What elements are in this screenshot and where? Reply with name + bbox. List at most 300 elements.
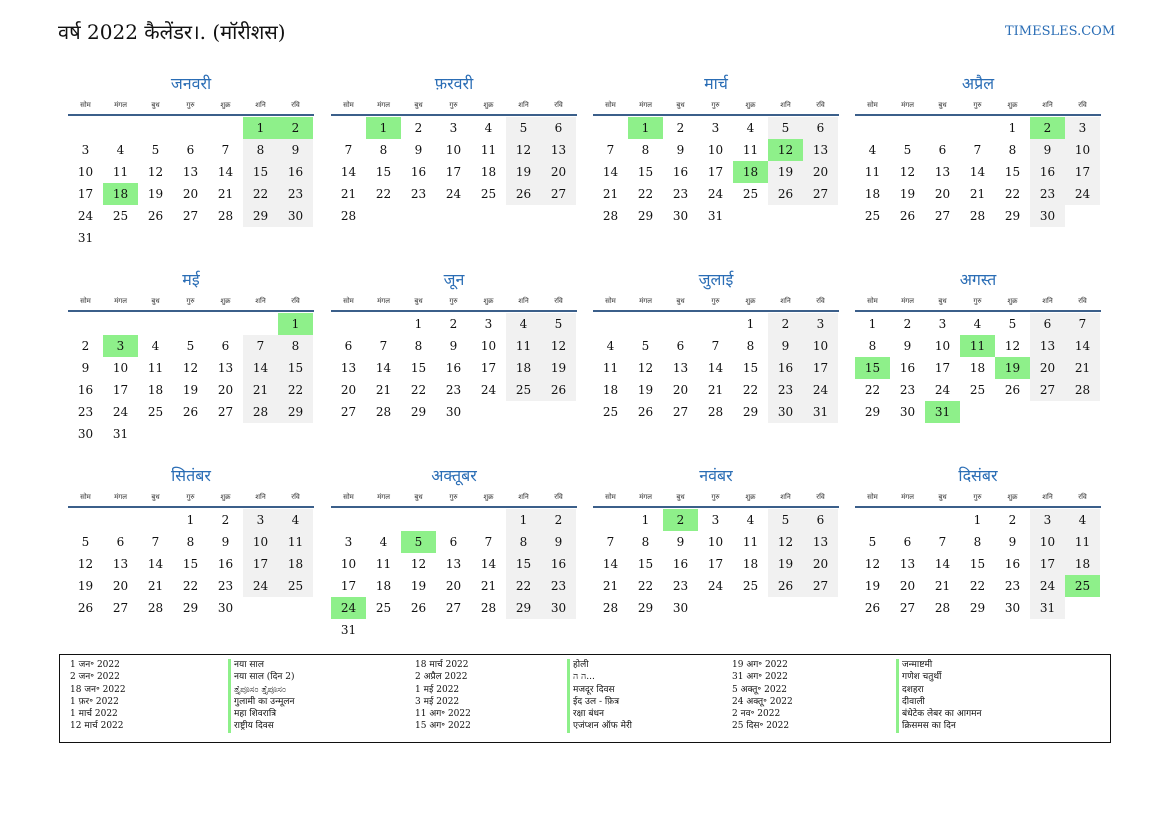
day-cell: 24 (1030, 575, 1065, 597)
day-cell: 16 (278, 161, 313, 183)
day-cell: 30 (672, 209, 689, 223)
day-cell: 18 (1065, 553, 1100, 575)
day-cell: 11 (742, 535, 759, 549)
weekday-label: मंगल (377, 297, 390, 305)
day-cell: 3 (1065, 117, 1100, 139)
holiday-day-cell: 18 (733, 161, 768, 183)
day-cell: 14 (1065, 335, 1100, 357)
day-cell: 27 (340, 405, 357, 419)
day-cell: 20 (541, 161, 576, 183)
day-cell: 31 (340, 623, 357, 637)
day-cell: 8 (243, 139, 278, 161)
legend-date: 1 फ़र॰ 2022 (70, 696, 119, 707)
month-block (855, 72, 1101, 227)
day-cell: 17 (243, 553, 278, 575)
weekday-label: रवि (816, 101, 825, 109)
day-cell: 28 (340, 209, 357, 223)
day-cell: 6 (186, 143, 195, 157)
month-block (855, 268, 1101, 423)
day-cell: 28 (969, 209, 986, 223)
day-cell: 9 (1008, 535, 1017, 549)
weekday-label: बुध (414, 493, 423, 501)
day-cell: 12 (541, 335, 576, 357)
header-rule (68, 506, 314, 508)
day-cell: 10 (707, 535, 724, 549)
weekday-label: शनि (255, 493, 266, 501)
legend-date: 2 नव॰ 2022 (732, 709, 781, 720)
holiday-legend (59, 654, 1111, 743)
legend-date: 2 जन॰ 2022 (70, 672, 120, 683)
empty-cell (138, 117, 173, 139)
day-cell: 16 (541, 553, 576, 575)
weekday-header (68, 98, 314, 114)
weekday-label: रवि (1078, 297, 1087, 305)
weekday-label: शनि (1042, 101, 1053, 109)
empty-cell (890, 509, 925, 531)
day-cell: 8 (278, 335, 313, 357)
weekday-label: शुक्र (1007, 101, 1018, 109)
day-cell: 30 (768, 401, 803, 423)
day-cell: 4 (379, 535, 388, 549)
day-cell: 19 (768, 161, 803, 183)
day-cell: 28 (707, 405, 724, 419)
day-cell: 28 (217, 209, 234, 223)
legend-date: 1 मई 2022 (415, 684, 460, 695)
day-cell: 21 (147, 579, 164, 593)
legend-holiday-name: गणेश चतुर्थी (896, 671, 982, 683)
weekday-label: मंगल (114, 493, 127, 501)
weekday-label: रवि (554, 101, 563, 109)
day-cell: 19 (410, 579, 427, 593)
day-cell: 5 (186, 339, 195, 353)
day-cell: 26 (147, 209, 164, 223)
day-cell: 17 (445, 165, 462, 179)
weekday-label: शुक्र (745, 493, 756, 501)
day-cell: 15 (375, 165, 392, 179)
day-cell: 16 (672, 165, 689, 179)
month-name: नवंबर (699, 466, 733, 485)
day-cell: 2 (903, 317, 912, 331)
weekday-label: मंगल (639, 297, 652, 305)
day-cell: 7 (379, 339, 388, 353)
empty-cell (331, 313, 366, 335)
day-cell: 8 (868, 339, 877, 353)
month-block (593, 268, 839, 423)
day-cell: 3 (344, 535, 353, 549)
day-cell: 15 (1004, 165, 1021, 179)
day-cell: 12 (147, 165, 164, 179)
weekday-label: रवि (816, 493, 825, 501)
day-cell: 29 (1004, 209, 1021, 223)
day-cell: 30 (445, 405, 462, 419)
day-cell: 5 (641, 339, 650, 353)
day-cell: 19 (899, 187, 916, 201)
day-cell: 10 (934, 339, 951, 353)
weekday-label: बुध (676, 101, 685, 109)
day-cell: 29 (410, 405, 427, 419)
day-cell: 3 (803, 313, 838, 335)
day-cell: 4 (868, 143, 877, 157)
day-cell: 22 (1004, 187, 1021, 201)
day-cell: 14 (243, 357, 278, 379)
day-cell: 11 (375, 557, 392, 571)
day-cell: 4 (484, 121, 493, 135)
weekday-header (331, 294, 577, 310)
legend-names-column (228, 659, 295, 733)
day-cell: 23 (77, 405, 94, 419)
weekday-label: रवि (554, 493, 563, 501)
day-cell: 25 (480, 187, 497, 201)
day-cell: 10 (112, 361, 129, 375)
day-cell: 12 (864, 557, 881, 571)
day-cell: 8 (414, 339, 423, 353)
empty-cell (436, 509, 471, 531)
day-cell: 22 (864, 383, 881, 397)
day-cell: 8 (641, 143, 650, 157)
day-cell: 15 (410, 361, 427, 375)
header-rule (855, 310, 1101, 312)
day-cell: 8 (379, 143, 388, 157)
day-cell: 18 (375, 579, 392, 593)
day-cell: 6 (541, 117, 576, 139)
day-cell: 22 (637, 187, 654, 201)
day-cell: 13 (182, 165, 199, 179)
header-rule (855, 114, 1101, 116)
day-cell: 11 (112, 165, 129, 179)
day-cell: 9 (1030, 139, 1065, 161)
day-cell: 20 (1030, 357, 1065, 379)
weekday-label: शनि (780, 297, 791, 305)
weekday-label: गुरु (449, 101, 458, 109)
day-cell: 26 (768, 575, 803, 597)
day-cell: 27 (934, 209, 951, 223)
weekday-label: बुध (151, 297, 160, 305)
day-cell: 6 (903, 535, 912, 549)
day-cell: 23 (672, 187, 689, 201)
day-cell: 27 (1030, 379, 1065, 401)
day-cell: 6 (344, 339, 353, 353)
legend-holiday-name: दशहरा (896, 684, 982, 696)
legend-holiday-name: महा शिवरात्रि (228, 708, 295, 720)
day-cell: 2 (81, 339, 90, 353)
day-cell: 7 (711, 339, 720, 353)
month-block (331, 72, 577, 227)
day-cell: 29 (742, 405, 759, 419)
day-cell: 16 (768, 357, 803, 379)
day-cell: 31 (803, 401, 838, 423)
legend-dates-column (70, 659, 126, 733)
day-cell: 25 (602, 405, 619, 419)
weekday-label: गुरु (186, 493, 195, 501)
day-cell: 23 (445, 383, 462, 397)
day-cell: 14 (147, 557, 164, 571)
legend-date: 3 मई 2022 (415, 696, 460, 707)
day-cell: 9 (278, 139, 313, 161)
weekday-label: रवि (291, 493, 300, 501)
day-cell: 6 (449, 535, 458, 549)
day-cell: 23 (217, 579, 234, 593)
day-cell: 2 (676, 121, 685, 135)
empty-cell (138, 509, 173, 531)
day-cell: 28 (602, 209, 619, 223)
day-cell: 5 (1008, 317, 1017, 331)
day-cell: 5 (506, 117, 541, 139)
weekday-label: शुक्र (745, 297, 756, 305)
day-cell: 20 (445, 579, 462, 593)
day-cell: 26 (637, 405, 654, 419)
month-block (68, 268, 314, 445)
day-cell: 27 (541, 183, 576, 205)
holiday-day-cell: 24 (331, 597, 366, 619)
day-cell: 2 (414, 121, 423, 135)
day-cell: 23 (672, 579, 689, 593)
header-rule (68, 310, 314, 312)
day-cell: 4 (151, 339, 160, 353)
day-cell: 11 (602, 361, 619, 375)
day-cell: 29 (182, 601, 199, 615)
day-cell: 15 (506, 553, 541, 575)
day-cell: 20 (934, 187, 951, 201)
weekday-label: रवि (1078, 493, 1087, 501)
day-cell: 14 (969, 165, 986, 179)
weekday-label: गुरु (711, 493, 720, 501)
day-grid (593, 117, 839, 227)
legend-holiday-name: एजंप्शन ऑफ मेरी (567, 720, 632, 732)
day-cell: 10 (803, 335, 838, 357)
weekday-label: मंगल (639, 101, 652, 109)
month-name: सितंबर (171, 466, 211, 485)
empty-cell (855, 117, 890, 139)
day-cell: 22 (742, 383, 759, 397)
empty-cell (103, 117, 138, 139)
day-cell: 12 (182, 361, 199, 375)
legend-holiday-name: मजदूर दिवस (567, 684, 632, 696)
holiday-day-cell: 5 (401, 531, 436, 553)
day-cell: 15 (742, 361, 759, 375)
day-cell: 13 (934, 165, 951, 179)
month-name: मार्च (704, 74, 728, 93)
holiday-day-cell: 1 (278, 313, 313, 335)
day-cell: 20 (340, 383, 357, 397)
day-cell: 12 (1004, 339, 1021, 353)
weekday-header (855, 294, 1101, 310)
day-cell: 13 (340, 361, 357, 375)
empty-cell (103, 313, 138, 335)
weekday-label: मंगल (639, 493, 652, 501)
legend-dates-column (732, 659, 793, 733)
legend-holiday-name: ה ה... (567, 671, 632, 683)
day-cell: 26 (864, 601, 881, 615)
day-cell: 30 (77, 427, 94, 441)
day-cell: 5 (81, 535, 90, 549)
day-cell: 28 (934, 601, 951, 615)
day-cell: 13 (803, 139, 838, 161)
day-cell: 3 (243, 509, 278, 531)
legend-holiday-name: क्रिसमस का दिन (896, 720, 982, 732)
day-cell: 18 (147, 383, 164, 397)
day-cell: 9 (221, 535, 230, 549)
weekday-label: सोम (80, 297, 91, 305)
weekday-label: शनि (518, 297, 529, 305)
weekday-header (593, 490, 839, 506)
month-block (593, 72, 839, 227)
day-cell: 8 (746, 339, 755, 353)
weekday-label: बुध (938, 101, 947, 109)
day-cell: 28 (1065, 379, 1100, 401)
legend-holiday-name: गुलामी का उन्मूलन (228, 696, 295, 708)
day-cell: 9 (768, 335, 803, 357)
day-cell: 7 (243, 335, 278, 357)
day-cell: 25 (506, 379, 541, 401)
weekday-label: मंगल (114, 101, 127, 109)
day-cell: 16 (77, 383, 94, 397)
weekday-label: सोम (605, 101, 616, 109)
day-cell: 29 (637, 209, 654, 223)
day-cell: 7 (344, 143, 353, 157)
day-grid (331, 313, 577, 423)
day-cell: 22 (969, 579, 986, 593)
day-cell: 17 (1030, 553, 1065, 575)
day-cell: 14 (602, 165, 619, 179)
weekday-label: शुक्र (1007, 493, 1018, 501)
month-block (855, 464, 1101, 619)
day-cell: 21 (243, 379, 278, 401)
header-rule (593, 114, 839, 116)
weekday-label: शनि (1042, 493, 1053, 501)
holiday-day-cell: 2 (278, 117, 313, 139)
day-cell: 14 (340, 165, 357, 179)
legend-date: 2 अप्रैल 2022 (415, 672, 468, 683)
weekday-label: बुध (151, 101, 160, 109)
weekday-label: शनि (1042, 297, 1053, 305)
empty-cell (68, 509, 103, 531)
day-cell: 10 (480, 339, 497, 353)
day-cell: 27 (803, 575, 838, 597)
day-cell: 6 (803, 509, 838, 531)
empty-cell (366, 509, 401, 531)
day-cell: 1 (186, 513, 195, 527)
legend-date: 1 जन॰ 2022 (70, 660, 120, 670)
legend-holiday-name: दीवाली (896, 696, 982, 708)
empty-cell (103, 509, 138, 531)
weekday-label: गुरु (973, 297, 982, 305)
weekday-label: गुरु (186, 101, 195, 109)
day-cell: 13 (1030, 335, 1065, 357)
day-cell: 11 (480, 143, 497, 157)
day-cell: 13 (217, 361, 234, 375)
day-cell: 13 (672, 361, 689, 375)
day-cell: 24 (77, 209, 94, 223)
day-cell: 21 (934, 579, 951, 593)
weekday-header (593, 98, 839, 114)
day-cell: 26 (77, 601, 94, 615)
weekday-label: रवि (291, 297, 300, 305)
empty-cell (331, 117, 366, 139)
header-rule (331, 310, 577, 312)
day-grid (331, 509, 577, 641)
day-cell: 10 (707, 143, 724, 157)
day-cell: 21 (1065, 357, 1100, 379)
day-cell: 19 (768, 553, 803, 575)
day-cell: 17 (934, 361, 951, 375)
day-cell: 17 (803, 357, 838, 379)
day-cell: 25 (969, 383, 986, 397)
weekday-header (855, 490, 1101, 506)
day-cell: 14 (707, 361, 724, 375)
weekday-label: बुध (676, 493, 685, 501)
header-rule (331, 506, 577, 508)
day-cell: 5 (768, 509, 803, 531)
day-cell: 14 (375, 361, 392, 375)
day-cell: 30 (217, 601, 234, 615)
day-cell: 29 (243, 205, 278, 227)
day-cell: 12 (410, 557, 427, 571)
empty-cell (138, 313, 173, 335)
weekday-label: शनि (255, 101, 266, 109)
day-cell: 3 (711, 121, 720, 135)
day-cell: 30 (1004, 601, 1021, 615)
month-name: मई (182, 270, 200, 289)
legend-date: 31 अग॰ 2022 (732, 672, 788, 683)
day-cell: 22 (410, 383, 427, 397)
month-name: जून (443, 270, 465, 289)
day-cell: 21 (602, 187, 619, 201)
day-cell: 25 (742, 579, 759, 593)
holiday-day-cell: 25 (1065, 575, 1100, 597)
empty-cell (208, 117, 243, 139)
day-cell: 24 (1065, 183, 1100, 205)
holiday-day-cell: 2 (663, 509, 698, 531)
day-cell: 3 (81, 143, 90, 157)
day-cell: 12 (768, 531, 803, 553)
empty-cell (471, 509, 506, 531)
weekday-label: शनि (780, 493, 791, 501)
day-cell: 26 (182, 405, 199, 419)
day-cell: 20 (182, 187, 199, 201)
day-cell: 19 (506, 161, 541, 183)
day-cell: 20 (803, 553, 838, 575)
day-cell: 24 (112, 405, 129, 419)
day-cell: 8 (1008, 143, 1017, 157)
holiday-day-cell: 19 (995, 357, 1030, 379)
day-cell: 5 (151, 143, 160, 157)
weekday-label: शुक्र (220, 493, 231, 501)
day-grid (855, 313, 1101, 423)
weekday-label: शुक्र (745, 101, 756, 109)
day-cell: 18 (602, 383, 619, 397)
day-cell: 19 (541, 357, 576, 379)
site-link[interactable]: TIMESLES.COM (1005, 24, 1116, 39)
empty-cell (208, 313, 243, 335)
weekday-label: शनि (518, 101, 529, 109)
empty-cell (68, 117, 103, 139)
legend-date: 1 मार्च 2022 (70, 709, 118, 720)
day-cell: 27 (899, 601, 916, 615)
holiday-day-cell: 12 (768, 139, 803, 161)
legend-holiday-name: नया साल (228, 659, 295, 671)
day-cell: 6 (676, 339, 685, 353)
weekday-label: रवि (1078, 101, 1087, 109)
day-cell: 17 (340, 579, 357, 593)
day-cell: 4 (746, 513, 755, 527)
day-cell: 9 (81, 361, 90, 375)
weekday-label: सोम (343, 297, 354, 305)
day-grid (331, 117, 577, 227)
weekday-label: मंगल (901, 297, 914, 305)
weekday-label: सोम (867, 297, 878, 305)
day-cell: 22 (243, 183, 278, 205)
day-cell: 18 (480, 165, 497, 179)
